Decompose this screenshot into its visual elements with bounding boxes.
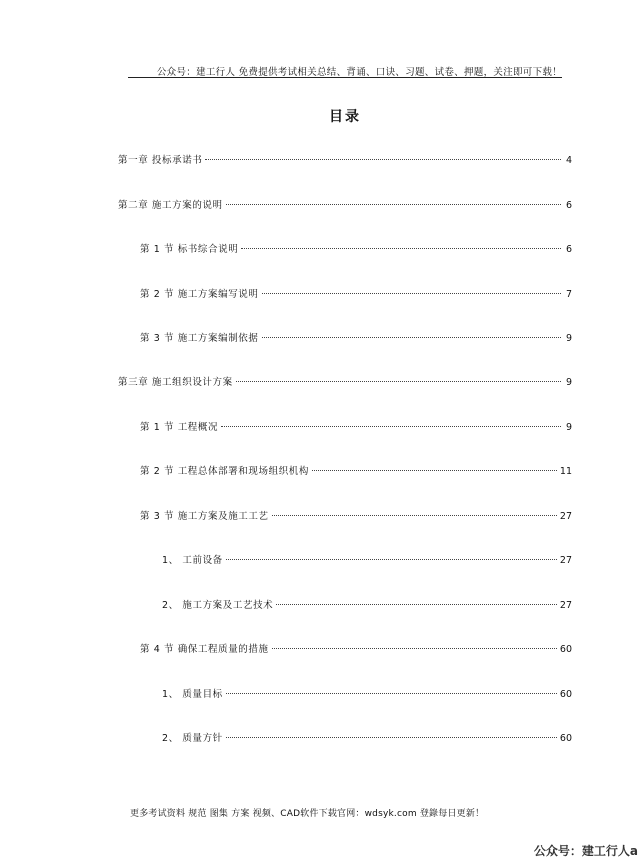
toc-entry-chapter-1[interactable]	[118, 154, 572, 168]
toc-entry-section-2-1[interactable]	[140, 243, 572, 257]
toc-entry-label: 第一章 投标承诺书	[118, 155, 203, 166]
toc-leader-dots	[241, 248, 561, 249]
toc-entry-page: 27	[559, 511, 572, 522]
toc-leader-dots	[272, 515, 557, 516]
toc-entry-page: 60	[559, 689, 572, 700]
header-note: 公众号：建工行人 免费提供考试相关总结、背诵、口诀、习题、试卷、押题，关注即可下载！	[156, 67, 562, 78]
toc-entry-page: 27	[559, 600, 572, 611]
toc-leader-dots	[262, 337, 561, 338]
toc-entry-label: 第 1 节 标书综合说明	[140, 244, 239, 255]
header-rule	[128, 77, 562, 78]
toc-entry-label: 第 2 节 工程总体部署和现场组织机构	[140, 466, 310, 477]
watermark-text: 公众号：建工行人a	[533, 844, 638, 858]
toc-entry-section-3-1[interactable]	[140, 421, 572, 435]
toc-entry-label: 第 1 节 工程概况	[140, 422, 219, 433]
footer-note: 更多考试资料 规范 图集 方案 视频、CAD软件下载官网：wdsyk.com 登錄每日更新！	[130, 809, 485, 819]
toc-leader-dots	[221, 426, 561, 427]
toc-entry-section-3-3[interactable]	[140, 510, 572, 524]
toc-leader-dots	[226, 204, 561, 205]
toc-entry-page: 6	[565, 200, 572, 211]
toc-entry-label: 第 3 节 施工方案及施工工艺	[140, 511, 269, 522]
toc-entry-page: 4	[565, 155, 572, 166]
toc-entry-section-3-4[interactable]	[140, 643, 572, 657]
toc-leader-dots	[226, 737, 557, 738]
toc-entry-page: 9	[565, 377, 572, 388]
toc-leader-dots	[272, 648, 557, 649]
toc-entry-page: 27	[559, 555, 572, 566]
toc-entry-label: 2、 施工方案及工艺技术	[162, 600, 274, 611]
toc-leader-dots	[226, 559, 557, 560]
toc-leader-dots	[236, 381, 561, 382]
toc-entry-label: 第 2 节 施工方案编写说明	[140, 289, 259, 300]
toc-entry-label: 第 3 节 施工方案编制依据	[140, 333, 259, 344]
toc-entry-page: 7	[565, 289, 572, 300]
toc-leader-dots	[312, 470, 557, 471]
toc-entry-label: 2、 质量方针	[162, 733, 223, 744]
toc-leader-dots	[262, 293, 561, 294]
toc-entry-label: 第 4 节 确保工程质量的措施	[140, 644, 269, 655]
toc-entry-item-3-4-1[interactable]	[162, 688, 572, 702]
toc-entry-item-3-4-2[interactable]	[162, 732, 572, 746]
toc-entry-page: 60	[559, 644, 572, 655]
toc-entry-section-3-2[interactable]	[140, 465, 572, 479]
toc-entry-label: 第三章 施工组织设计方案	[118, 377, 233, 388]
toc-entry-page: 6	[565, 244, 572, 255]
toc-entry-chapter-3[interactable]	[118, 376, 572, 390]
toc-entry-page: 11	[559, 466, 572, 477]
toc-entry-section-2-2[interactable]	[140, 288, 572, 302]
toc-entry-item-3-3-1[interactable]	[162, 554, 572, 568]
toc-entry-chapter-2[interactable]	[118, 199, 572, 213]
toc-title: 目录	[329, 109, 361, 125]
toc-entry-item-3-3-2[interactable]	[162, 599, 572, 613]
toc-entry-page: 9	[565, 422, 572, 433]
toc-leader-dots	[226, 693, 557, 694]
toc-entry-label: 1、 工前设备	[162, 555, 223, 566]
toc-entry-label: 第二章 施工方案的说明	[118, 200, 223, 211]
toc-leader-dots	[276, 604, 557, 605]
toc-entry-page: 60	[559, 733, 572, 744]
toc-entry-section-2-3[interactable]	[140, 332, 572, 346]
toc-leader-dots	[205, 159, 561, 160]
toc-entry-page: 9	[565, 333, 572, 344]
toc-entry-label: 1、 质量目标	[162, 689, 223, 700]
